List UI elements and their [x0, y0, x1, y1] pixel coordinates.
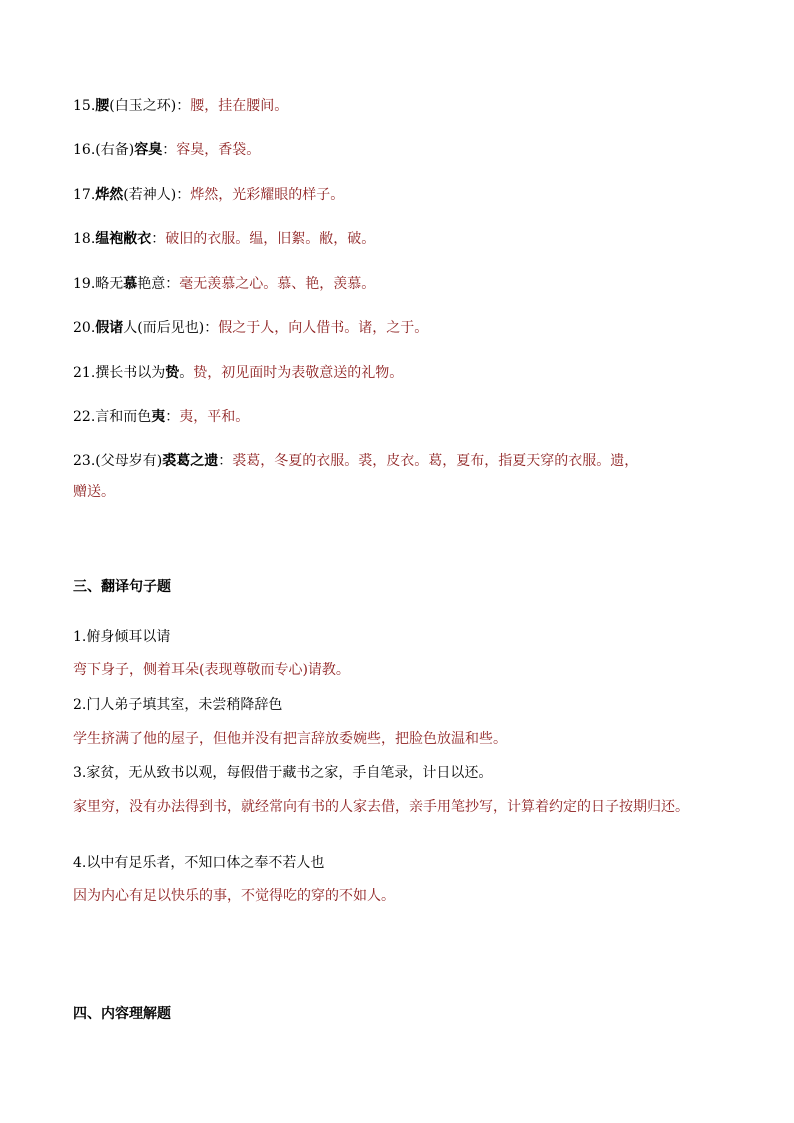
translate-question-4: 4.以中有足乐者，不知口体之奉不若人也	[73, 855, 325, 871]
vocab-term: 贽	[165, 365, 180, 381]
vocab-term: 腰	[95, 98, 110, 114]
vocab-answer: 破旧的衣服。缊，旧絮。敝，破。	[165, 231, 376, 247]
item-number: 16.	[73, 142, 96, 158]
vocab-term: 慕	[123, 276, 138, 292]
vocab-item-23-continued: 赠送。	[73, 484, 115, 500]
item-number: 17.	[73, 187, 96, 203]
translate-question-3: 3.家贫，无从致书以观，每假借于藏书之家，手自笔录，计日以还。	[73, 765, 493, 781]
vocab-item-19: 19.略无慕艳意：毫无羡慕之心。慕、艳，羡慕。	[73, 276, 376, 292]
vocab-term: 烨然	[95, 187, 124, 203]
vocab-term: 裘葛之遗	[162, 453, 219, 469]
vocab-term: 夷	[151, 409, 166, 425]
item-number: 15.	[73, 98, 96, 114]
translate-answer-1: 弯下身子，侧着耳朵(表现尊敬而专心)请教。	[73, 662, 350, 678]
vocab-answer: 腰，挂在腰间。	[190, 98, 289, 114]
vocab-answer: 烨然，光彩耀眼的样子。	[190, 187, 345, 203]
translate-question-1: 1.俯身倾耳以请	[73, 629, 171, 645]
item-number: 19.	[73, 276, 96, 292]
translate-answer-4: 因为内心有足以快乐的事，不觉得吃的穿的不如人。	[73, 888, 395, 904]
vocab-term: 容臭	[134, 142, 163, 158]
section-heading-comprehension: 四、内容理解题	[73, 1006, 171, 1022]
section-heading-translate: 三、翻译句子题	[73, 579, 171, 595]
vocab-item-22: 22.言和而色夷：夷，平和。	[73, 409, 250, 425]
item-number: 23.	[73, 453, 96, 469]
translate-answer-3: 家里穷，没有办法得到书，就经常向有书的人家去借，亲手用笔抄写，计算着约定的日子按期归还。	[73, 799, 689, 815]
vocab-answer: 假之于人，向人借书。诸，之于。	[218, 320, 429, 336]
vocab-answer: 夷，平和。	[179, 409, 250, 425]
vocab-term: 缊袍敝衣	[95, 231, 152, 247]
item-number: 18.	[73, 231, 96, 247]
vocab-answer: 裘葛，冬夏的衣服。裘，皮衣。葛，夏布，指夏天穿的衣服。遗，	[232, 453, 639, 469]
translate-answer-2: 学生挤满了他的屋子，但他并没有把言辞放委婉些，把脸色放温和些。	[73, 731, 507, 747]
vocab-item-21: 21.撰长书以为贽。贽，初见面时为表敬意送的礼物。	[73, 365, 404, 381]
vocab-answer: 毫无羡慕之心。慕、艳，羡慕。	[179, 276, 376, 292]
vocab-item-16: 16.(右备)容臭：容臭，香袋。	[73, 142, 261, 158]
translate-question-2: 2.门人弟子填其室，未尝稍降辞色	[73, 697, 283, 713]
item-number: 21.	[73, 365, 96, 381]
vocab-answer: 容臭，香袋。	[176, 142, 261, 158]
item-number: 20.	[73, 320, 96, 336]
vocab-answer: 贽，初见面时为表敬意送的礼物。	[193, 365, 404, 381]
vocab-item-15: 15.腰(白玉之环)：腰，挂在腰间。	[73, 98, 289, 114]
vocab-item-20: 20.假诸人(而后见也)：假之于人，向人借书。诸，之于。	[73, 320, 429, 336]
vocab-term: 假诸	[95, 320, 124, 336]
vocab-item-23: 23.(父母岁有)裘葛之遗：裘葛，冬夏的衣服。裘，皮衣。葛，夏布，指夏天穿的衣服。遗，	[73, 453, 639, 469]
vocab-item-17: 17.烨然(若神人)：烨然，光彩耀眼的样子。	[73, 187, 345, 203]
vocab-item-18: 18.缊袍敝衣：破旧的衣服。缊，旧絮。敝，破。	[73, 231, 376, 247]
item-number: 22.	[73, 409, 96, 425]
